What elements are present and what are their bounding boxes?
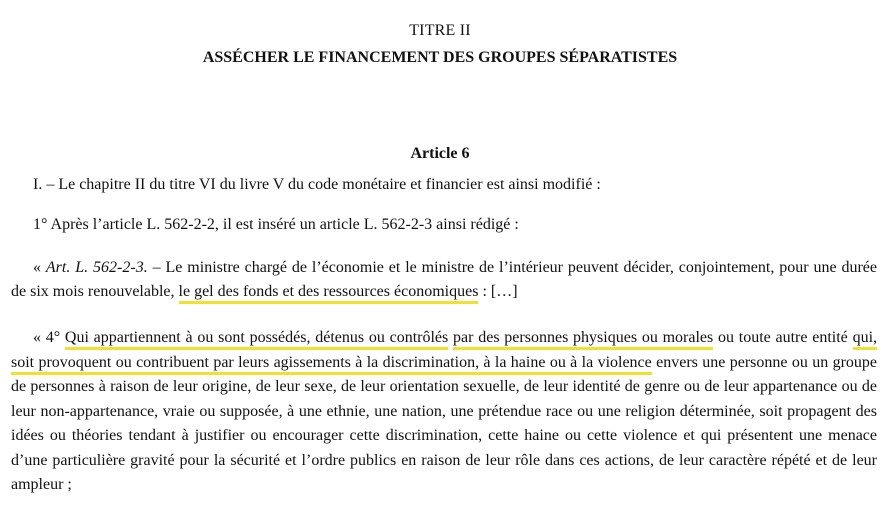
paragraph-3 [11,256,877,304]
paragraph-4-start: « 4° [33,329,65,346]
paragraph-3-text: – Le ministre chargé de l’économie et le ministre de l’intérieur peuvent décider, conjointement, pour une durée de six mois renouvelable, [11,259,878,300]
article-heading: Article 6 [410,145,470,162]
paragraph-1: I. – Le chapitre II du titre VI du livre V du code monétaire et financier est ainsi modifié : [33,176,601,193]
paragraph-4-gap-2: ou toute autre entité [713,329,853,346]
titre-heading: ASSÉCHER LE FINANCEMENT DES GROUPES SÉPARATISTES [202,49,678,66]
open-quote: « [33,259,46,276]
highlight-discrimination: qui, soit provoquent ou contribuent par leurs agissements à la discrimination, à la haine ou à la violence [11,329,877,375]
paragraph-4-rest: envers une personne ou un groupe de personnes à raison de leur origine, de leur sexe, de leur orientation sexuelle, de leur identité de genre ou de leur appartenance ou de leur non-appartenance, vraie ou supposée, à une ethnie, une nation, une prétendue race ou une religion déterminée, soit propagent des idées ou théories tendant à justifier ou encourager cette discrimination, cette haine ou cette violence et qui présentent une menace d’une particulière gravité pour la sécurité et l’ordre publics en raison de leur rôle dans ces actions, de leur caractère répété et de leur ampleur ; [11,353,877,493]
article-reference: Art. L. 562-2-3. [45,259,148,276]
highlight-personnes-physiques: par des personnes physiques ou morales [453,329,713,350]
highlight-gel-des-fonds: le gel des fonds et des ressources économiques [179,283,479,304]
titre-label: TITRE II [409,22,471,39]
paragraph-3-ellipsis: : […] [478,283,518,300]
paragraph-2: 1° Après l’article L. 562-2-2, il est inséré un article L. 562-2-3 ainsi rédigé : [33,216,519,233]
paragraph-4 [11,326,877,498]
highlight-appartiennent: Qui appartiennent à ou sont possédés, détenus ou contrôlés [65,329,448,350]
